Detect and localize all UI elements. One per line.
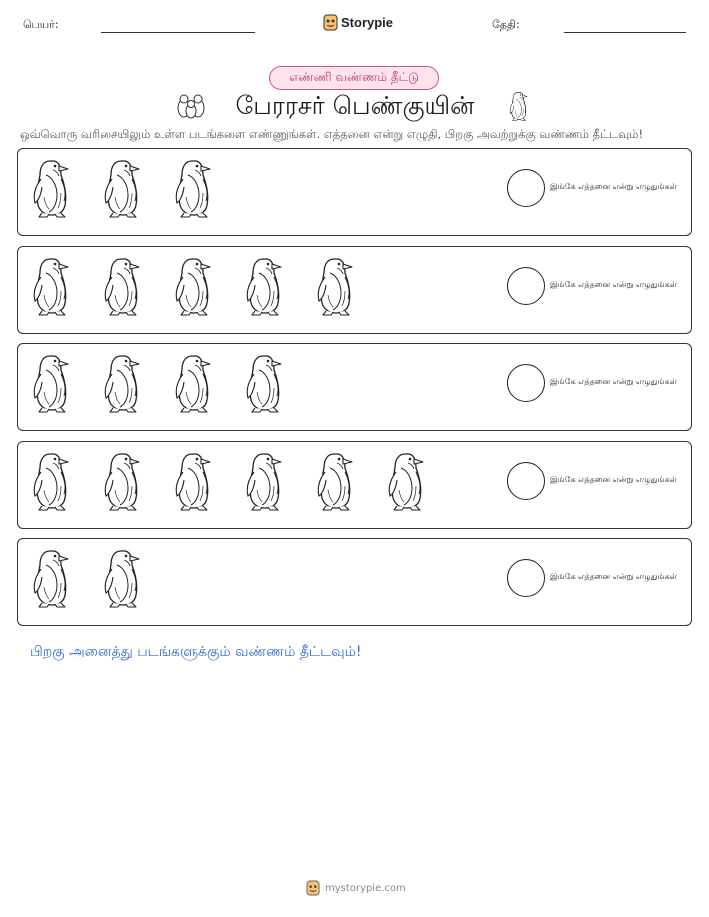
penguin-icon xyxy=(314,450,358,512)
name-label: பெயர்: xyxy=(23,18,59,31)
footer-brand xyxy=(306,879,406,897)
penguin-icon xyxy=(243,255,287,317)
answer-circle[interactable] xyxy=(507,267,545,305)
answer-circle[interactable] xyxy=(507,169,545,207)
penguin-icon xyxy=(508,90,530,122)
counting-row xyxy=(17,246,692,334)
activity-badge: எண்ணி வண்ணம் தீட்டு xyxy=(269,66,439,90)
counting-row xyxy=(17,148,692,236)
answer-hint: இங்கே எத்தனை என்று எழுதுங்கள் xyxy=(550,279,677,289)
storypie-logo-icon xyxy=(306,880,320,896)
penguin-icon xyxy=(101,547,145,609)
page-title: பேரரசர் பெண்குயின் xyxy=(235,91,475,120)
counting-row xyxy=(17,538,692,626)
name-field-line[interactable] xyxy=(101,32,255,33)
penguin-icon xyxy=(314,255,358,317)
instructions: ஒவ்வொரு வரிசையிலும் உள்ள படங்களை எண்ணுங்கள். எத்தனை என்று எழுதி, பிறகு அவற்றுக்கு வண்ணம் தீட்டவும்! xyxy=(20,127,644,141)
penguin-icon xyxy=(172,352,216,414)
answer-hint: இங்கே எத்தனை என்று எழுதுங்கள் xyxy=(550,474,677,484)
penguin-icon xyxy=(172,157,216,219)
penguin-icon xyxy=(172,450,216,512)
penguin-icon xyxy=(172,255,216,317)
worksheet-header xyxy=(0,0,709,50)
storypie-logo-icon xyxy=(323,14,338,31)
penguin-icon xyxy=(101,157,145,219)
counting-row xyxy=(17,343,692,431)
penguin-icon xyxy=(101,352,145,414)
footer-url: mystorypie.com xyxy=(325,882,406,894)
footer-instruction: பிறகு அனைத்து படங்களுக்கும் வண்ணம் தீட்டவும்! xyxy=(30,644,362,660)
date-field-line[interactable] xyxy=(564,32,686,33)
penguin-group-icon xyxy=(175,93,207,119)
penguin-icon xyxy=(30,255,74,317)
penguin-icon xyxy=(385,450,429,512)
penguin-icon xyxy=(101,450,145,512)
answer-circle[interactable] xyxy=(507,462,545,500)
counting-row xyxy=(17,441,692,529)
penguin-icon xyxy=(30,450,74,512)
answer-hint: இங்கே எத்தனை என்று எழுதுங்கள் xyxy=(550,182,677,191)
answer-circle[interactable] xyxy=(507,559,545,597)
penguin-icon xyxy=(30,352,74,414)
answer-circle[interactable] xyxy=(507,364,545,402)
answer-hint: இங்கே எத்தனை என்று எழுதுங்கள் xyxy=(550,377,677,386)
brand-name: Storypie xyxy=(341,14,394,30)
date-label: தேதி: xyxy=(492,18,520,31)
penguin-icon xyxy=(243,352,287,414)
penguin-icon xyxy=(101,255,145,317)
answer-hint: இங்கே எத்தனை என்று எழுதுங்கள் xyxy=(550,572,677,581)
storypie-brand xyxy=(323,13,393,31)
penguin-icon xyxy=(243,450,287,512)
penguin-icon xyxy=(30,157,74,219)
title-row xyxy=(0,88,709,124)
penguin-icon xyxy=(30,547,74,609)
